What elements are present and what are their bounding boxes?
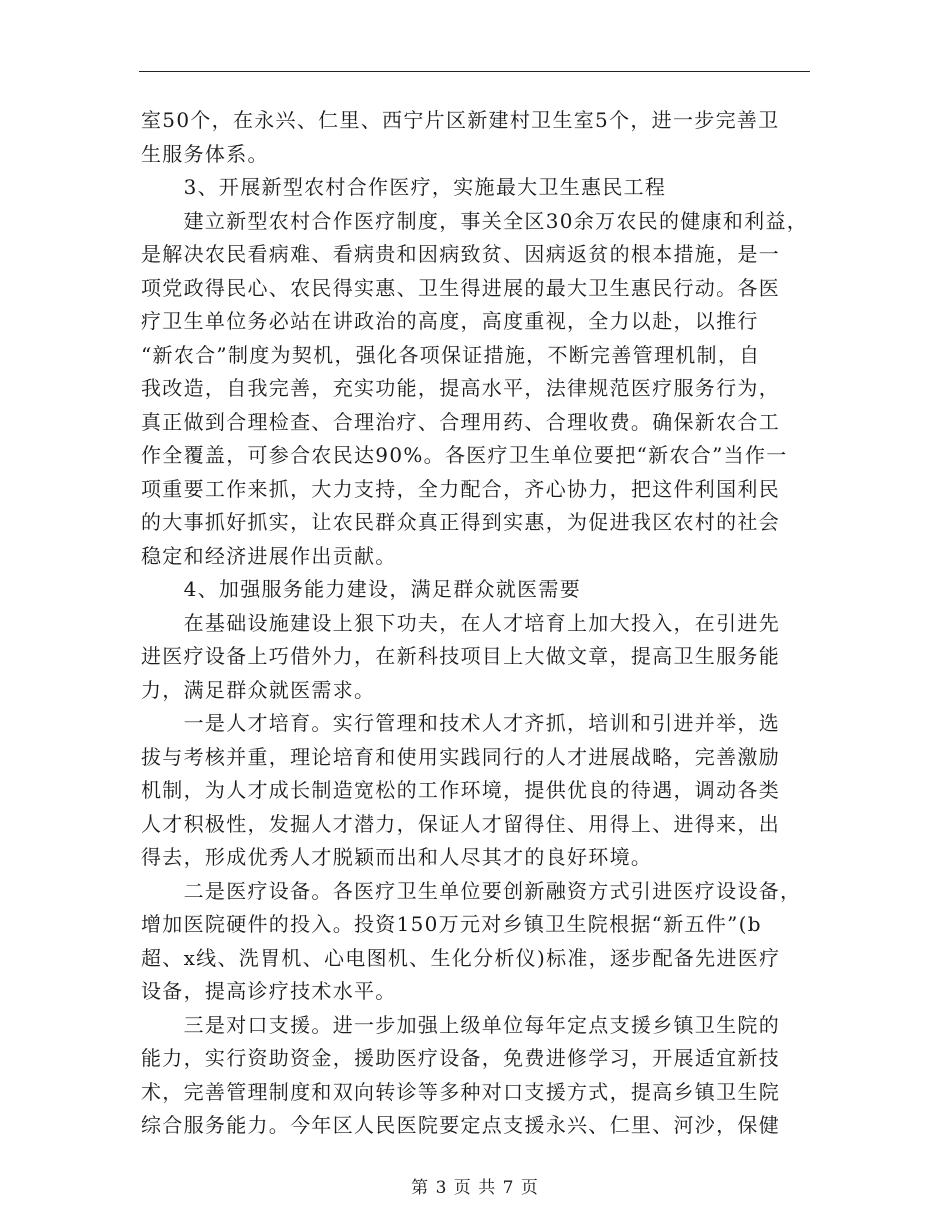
text-line: 真正做到合理检查、合理治疗、合理用药、合理收费。确保新农合工 — [141, 409, 780, 434]
text-line: 得去，形成优秀人才脱颖而出和人尽其才的良好环境。 — [141, 845, 653, 869]
text-line: 进医疗设备上巧借外力，在新科技项目上大做文章，提高卫生服务能 — [141, 644, 780, 668]
text-line: 作全覆盖，可参合农民达90%。各医疗卫生单位要把“新农合”当作一 — [141, 443, 788, 467]
body-text — [141, 104, 821, 1143]
text-line: 是解决农民看病难、看病贵和因病致贫、因病返贫的根本措施，是一 — [141, 242, 780, 266]
text-line: 一是人才培育。实行管理和技术人才齐抓，培训和引进并举，选 — [141, 711, 780, 735]
section-heading: 3、开展新型农村合作医疗，实施最大卫生惠民工程 — [141, 175, 667, 199]
text-line: 二是医疗设备。各医疗卫生单位要创新融资方式引进医疗设设备， — [141, 878, 802, 903]
text-line: 三是对口支援。进一步加强上级单位每年定点支援乡镇卫生院的 — [141, 1012, 780, 1037]
text-line: 的大事抓好抓实，让农民群众真正得到实惠，为促进我区农村的社会 — [141, 510, 780, 534]
text-line: 项重要工作来抓，大力支持，全力配合，齐心协力，把这件利国利民 — [141, 476, 780, 501]
text-line: 室50个，在永兴、仁里、西宁片区新建村卫生室5个，进一步完善卫 — [141, 108, 780, 132]
text-line: 力，满足群众就医需求。 — [141, 677, 376, 702]
header-rule — [139, 71, 810, 72]
text-line: 术，完善管理制度和双向转诊等多种对口支援方式，提高乡镇卫生院 — [141, 1079, 780, 1104]
text-line: 机制，为人才成长制造宽松的工作环境，提供优良的待遇，调动各类 — [141, 778, 780, 802]
text-line: “新农合”制度为契机，强化各项保证措施，不断完善管理机制，自 — [141, 342, 761, 367]
page-number: 第 3 页 共 7 页 — [411, 1178, 539, 1198]
text-line: 超、x线、洗胃机、心电图机、生化分析仪)标准，逐步配备先进医疗 — [141, 945, 781, 970]
text-line: 我改造，自我完善，充实功能，提高水平，法律规范医疗服务行为， — [141, 376, 780, 400]
text-line: 建立新型农村合作医疗制度，事关全区30余万农民的健康和利益， — [141, 208, 809, 233]
text-line: 人才积极性，发掘人才潜力，保证人才留得住、用得上、进得来，出 — [141, 811, 780, 836]
text-line: 设备，提高诊疗技术水平。 — [141, 979, 397, 1003]
text-line: 项党政得民心、农民得实惠、卫生得进展的最大卫生惠民行动。各医 — [141, 275, 780, 300]
text-line: 生服务体系。 — [141, 141, 269, 166]
text-line: 疗卫生单位务必站在讲政治的高度，高度重视，全力以赴，以推行 — [141, 309, 759, 333]
section-heading: 4、加强服务能力建设，满足群众就医需要 — [141, 577, 582, 601]
text-line: 能力，实行资助资金，援助医疗设备，免费进修学习，开展适宜新技 — [141, 1046, 780, 1070]
text-line: 增加医院硬件的投入。投资150万元对乡镇卫生院根据“新五件”(b — [141, 912, 762, 936]
text-line: 拔与考核并重，理论培育和使用实践同行的人才进展战略，完善激励 — [141, 744, 780, 769]
text-line: 综合服务能力。今年区人民医院要定点支援永兴、仁里、河沙，保健 — [141, 1113, 780, 1137]
text-line: 在基础设施建设上狠下功夫，在人才培育上加大投入，在引进先 — [141, 610, 780, 635]
text-line: 稳定和经济进展作出贡献。 — [141, 543, 397, 568]
